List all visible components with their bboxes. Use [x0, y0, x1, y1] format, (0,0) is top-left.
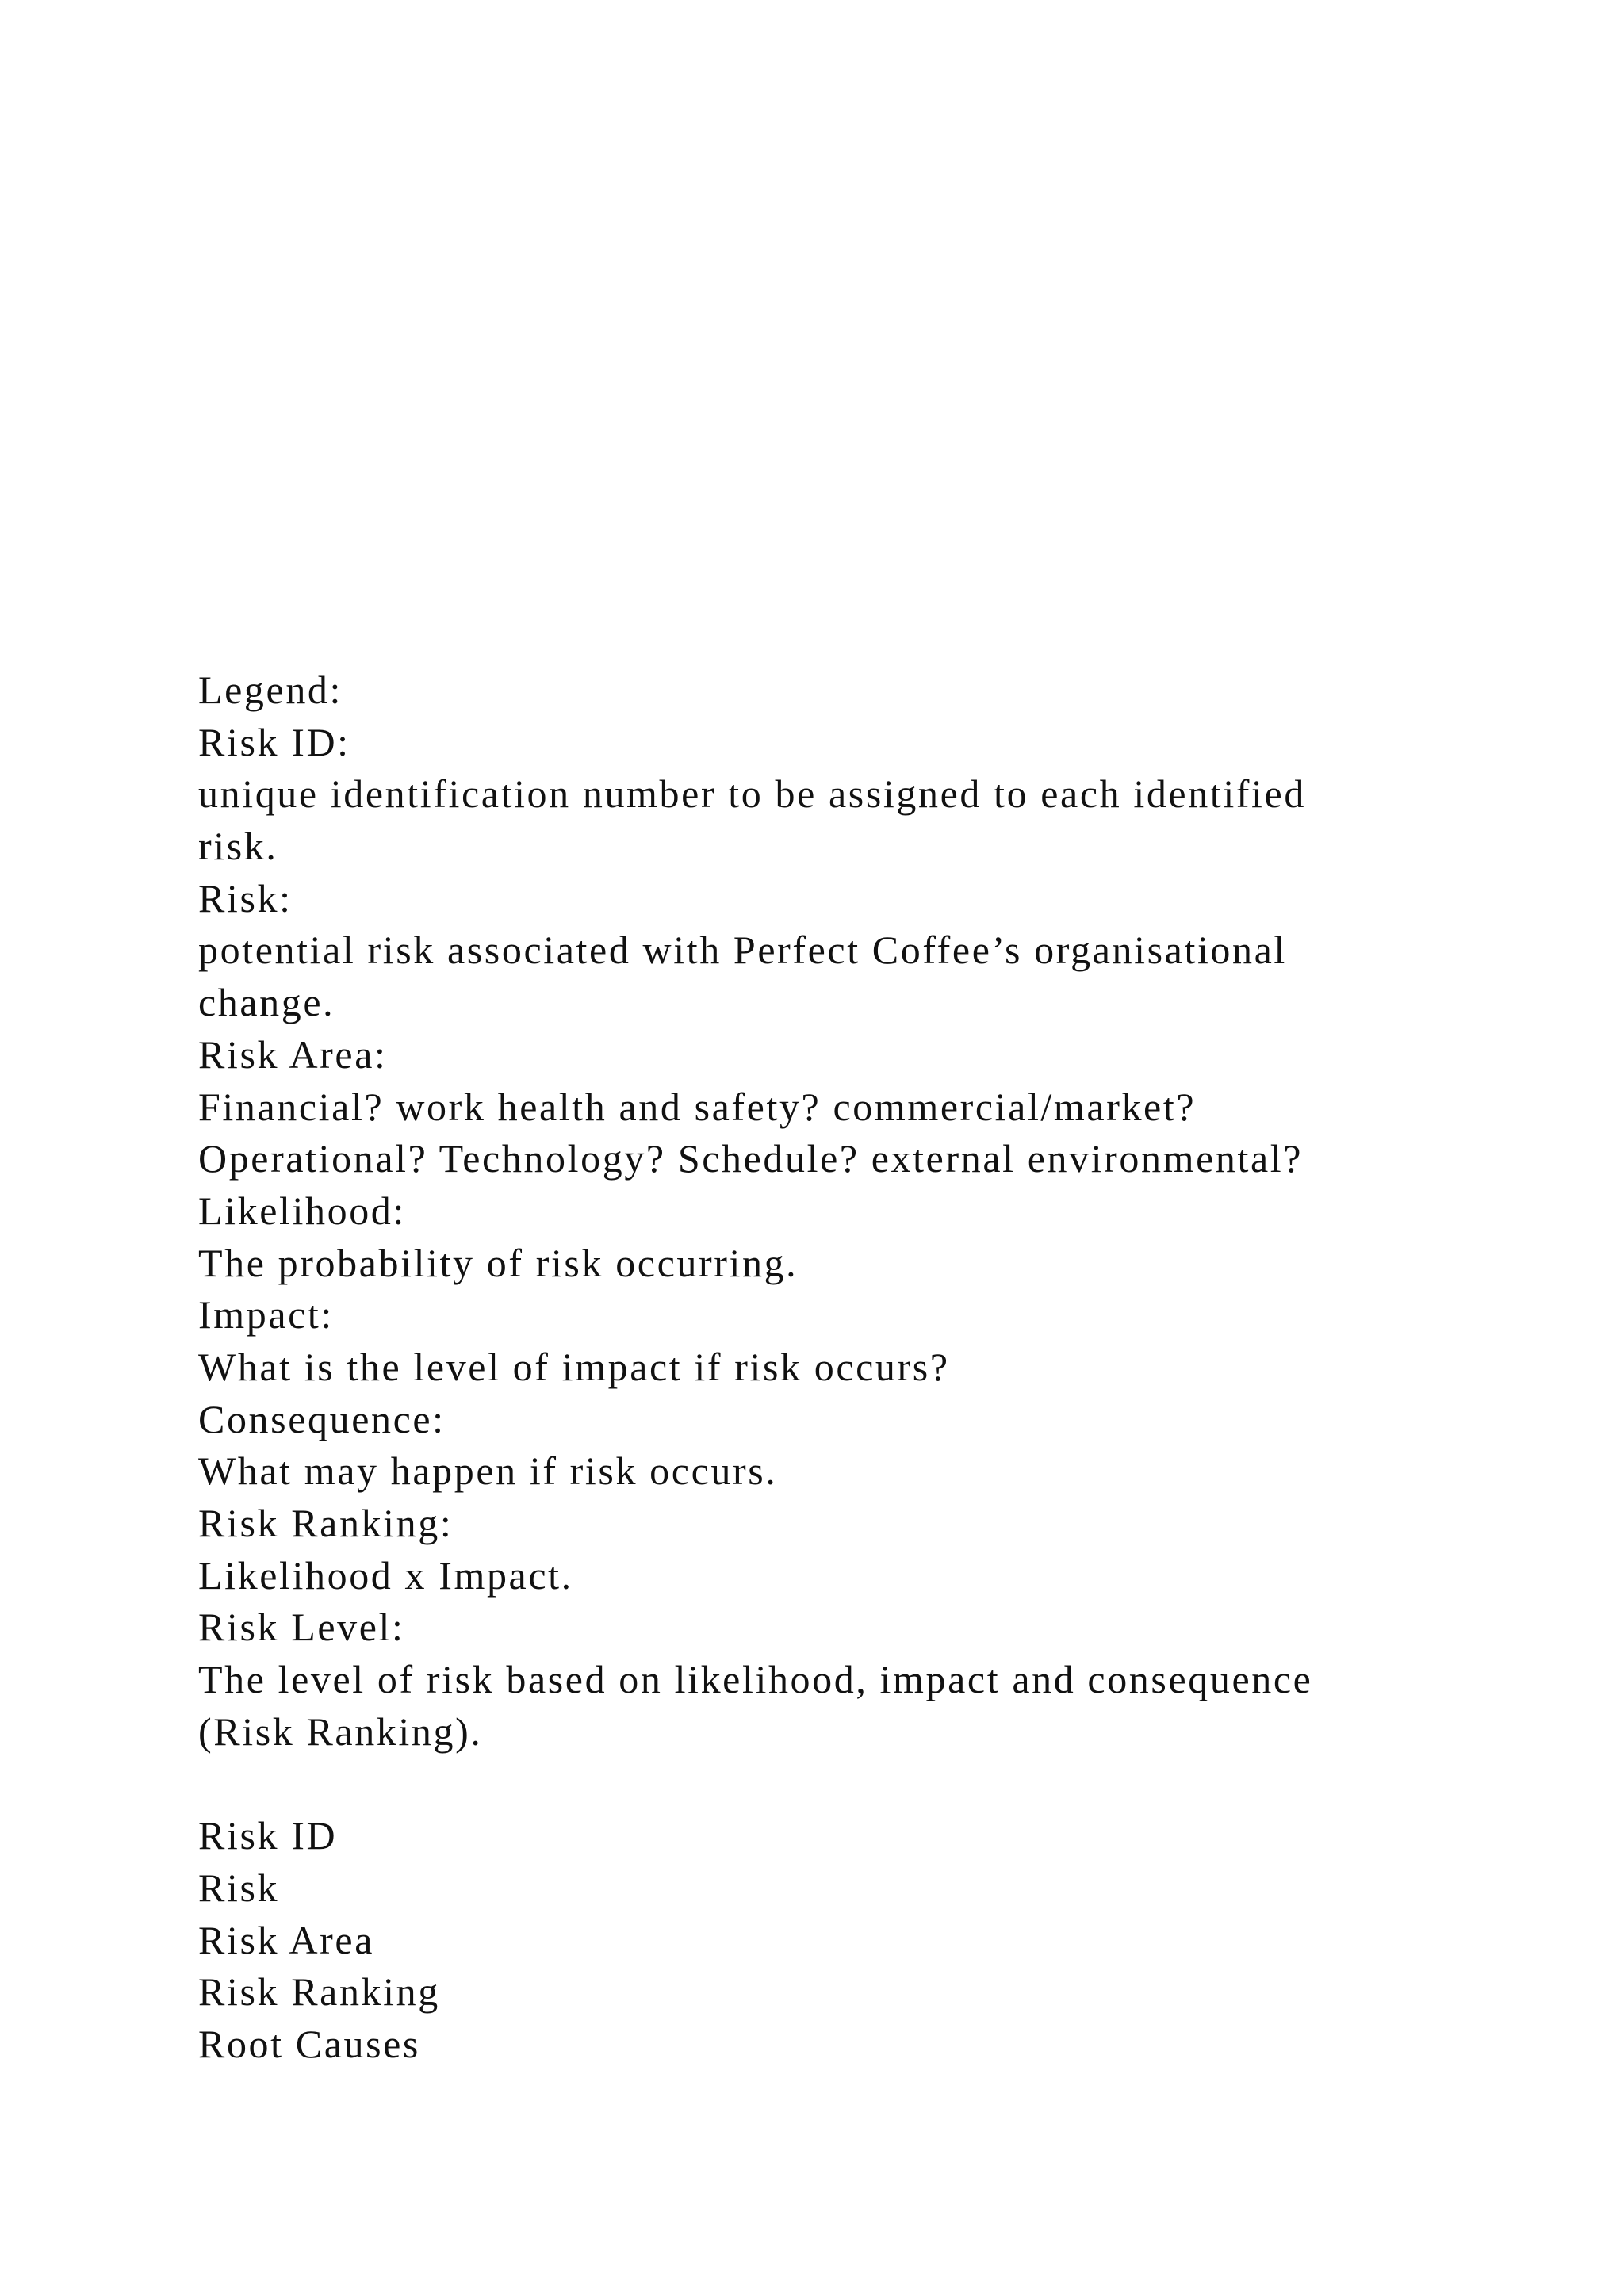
- legend-definition-line: unique identification number to be assigned to each identified: [198, 771, 1306, 817]
- legend-definition-line: (Risk Ranking).: [198, 1709, 483, 1754]
- legend-definition-line: Operational? Technology? Schedule? external environmental?: [198, 1136, 1304, 1181]
- document-body: [198, 664, 1435, 2071]
- legend-term-consequence: Consequence:: [198, 1396, 446, 1441]
- column-header-risk: Risk: [198, 1865, 280, 1910]
- legend-term-risk: Risk:: [198, 875, 293, 920]
- legend-heading: Legend:: [198, 668, 343, 712]
- column-header-risk-id: Risk ID: [198, 1813, 338, 1858]
- legend-definition-line: The level of risk based on likelihood, impact and consequence: [198, 1657, 1313, 1702]
- legend-definition-line: change.: [198, 980, 335, 1025]
- legend-term-likelihood: Likelihood:: [198, 1188, 406, 1233]
- legend-definition-line: potential risk associated with Perfect Coffee’s organisational: [198, 928, 1287, 973]
- legend-definition-line: risk.: [198, 824, 278, 869]
- legend-term-risk-ranking: Risk Ranking:: [198, 1501, 454, 1545]
- legend-definition-line: What may happen if risk occurs.: [198, 1448, 778, 1494]
- legend-definition-line: Financial? work health and safety? commercial/market?: [198, 1084, 1197, 1129]
- legend-term-impact: Impact:: [198, 1292, 334, 1337]
- legend-term-risk-id: Risk ID:: [198, 719, 350, 764]
- legend-term-risk-level: Risk Level:: [198, 1605, 405, 1650]
- column-header-risk-ranking: Risk Ranking: [198, 1969, 440, 2015]
- column-header-root-causes: Root Causes: [198, 2021, 420, 2066]
- legend-definition-line: The probability of risk occurring.: [198, 1240, 799, 1285]
- column-header-risk-area: Risk Area: [198, 1917, 374, 1962]
- legend-term-risk-area: Risk Area:: [198, 1031, 388, 1077]
- blank-line: [198, 1758, 1435, 1810]
- legend-definition-line: Likelihood x Impact.: [198, 1552, 573, 1598]
- legend-definition-line: What is the level of impact if risk occurs?: [198, 1344, 950, 1389]
